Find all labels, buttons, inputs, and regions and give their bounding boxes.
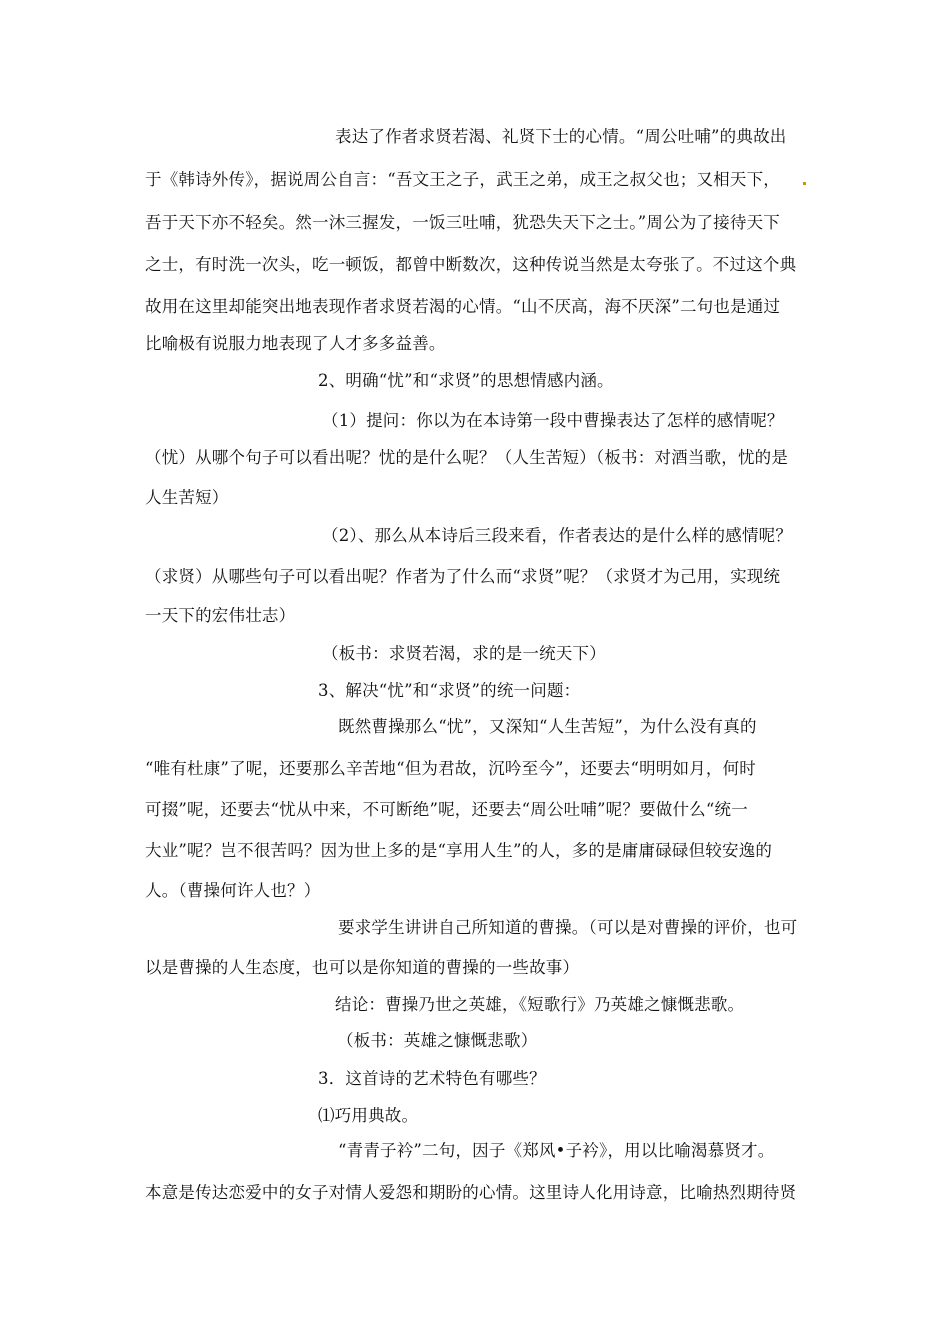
paragraph-line: （忧）从哪个句子可以看出呢？忧的是什么呢？（人生苦短）（板书：对酒当歌，忧的是 [145, 448, 789, 467]
paragraph-line: 表达了作者求贤若渴、礼贤下士的心情。“周公吐哺”的典故出 [335, 127, 787, 146]
paragraph-line: （1）提问：你以为在本诗第一段中曹操表达了怎样的感情呢？ [322, 411, 784, 430]
conclusion-line: 结论：曹操乃世之英雄，《短歌行》乃英雄之慷慨悲歌。 [335, 995, 745, 1014]
paragraph-line: 于《韩诗外传》，据说周公自言：“吾文王之子，武王之弟，成王之叔父也；又相天下， [145, 170, 780, 189]
section-heading: 2、明确“忧”和“求贤”的思想情感内涵。 [318, 371, 614, 390]
board-note: （板书：求贤若渴，求的是一统天下） [322, 644, 606, 663]
paragraph-line: 吾于天下亦不轻矣。然一沐三握发，一饭三吐哺，犹恐失天下之士。”周公为了接待天下 [145, 213, 780, 232]
section-heading: 3．这首诗的艺术特色有哪些？ [318, 1069, 546, 1088]
paragraph-line: 比喻极有说服力地表现了人才多多益善。 [145, 334, 446, 353]
paragraph-line: 既然曹操那么“忧”，又深知“人生苦短”，为什么没有真的 [338, 717, 757, 736]
paragraph-line: （求贤）从哪些句子可以看出呢？作者为了什么而“求贤”呢？（求贤才为己用，实现统 [145, 567, 781, 586]
paragraph-line: 可掇”呢，还要去“忧从中来，不可断绝”呢，还要去“周公吐哺”呢？要做什么“统一 [145, 800, 748, 819]
paragraph-line: 故用在这里却能突出地表现作者求贤若渴的心情。“山不厌高，海不厌深”二句也是通过 [145, 297, 781, 316]
paragraph-line: （2）、那么从本诗后三段来看，作者表达的是什么样的感情呢？ [322, 526, 793, 545]
paragraph-line: 大业”呢？岂不很苦吗？因为世上多的是“享用人生”的人，多的是庸庸碌碌但较安逸的 [145, 841, 773, 860]
paragraph-line: 本意是传达恋爱中的女子对情人爱怨和期盼的心情。这里诗人化用诗意，比喻热烈期待贤 [145, 1183, 797, 1202]
paragraph-line: “唯有杜康”了呢，还要那么辛苦地“但为君故，沉吟至今”，还要去“明明如月，何时 [145, 759, 756, 778]
section-heading: 3、解决“忧”和“求贤”的统一问题： [318, 681, 581, 700]
stray-mark [803, 182, 806, 185]
board-note: （板书：英雄之慷慨悲歌） [337, 1031, 538, 1050]
paragraph-line: 要求学生讲讲自己所知道的曹操。（可以是对曹操的评价，也可 [338, 918, 798, 937]
paragraph-line: “青青子衿”二句，因子《郑风•子衿》，用以比喻渴慕贤才。 [338, 1141, 775, 1160]
paragraph-line: 一天下的宏伟壮志） [145, 606, 296, 625]
paragraph-line: 之士，有时洗一次头，吃一顿饭，都曾中断数次，这种传说当然是太夸张了。不过这个典 [145, 255, 797, 274]
paragraph-line: 人。（曹操何许人也？） [145, 881, 321, 900]
subsection-heading: ⑴巧用典故。 [318, 1106, 419, 1125]
paragraph-line: 人生苦短） [145, 488, 229, 507]
paragraph-line: 以是曹操的人生态度，也可以是你知道的曹操的一些故事） [145, 958, 580, 977]
